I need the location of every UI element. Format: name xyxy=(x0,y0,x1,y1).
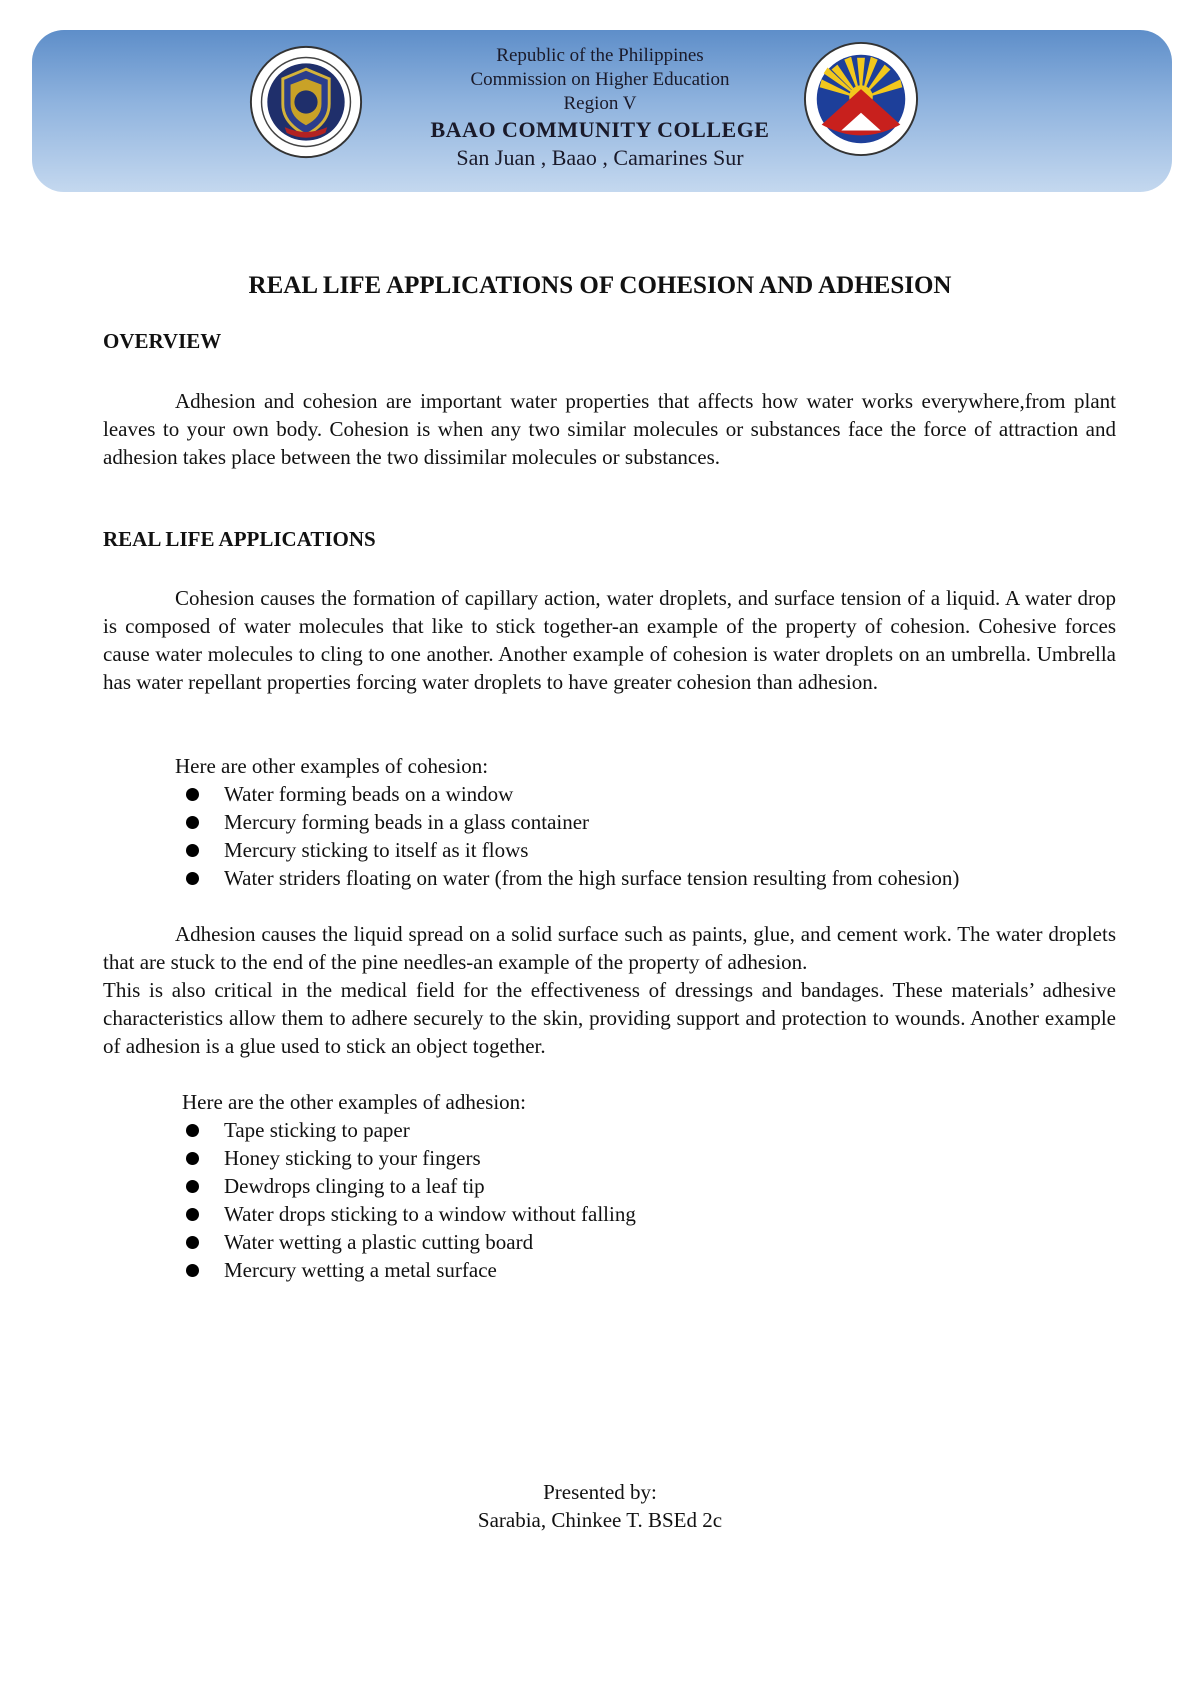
list-item: Tape sticking to paper xyxy=(176,1116,636,1144)
presented-by-block xyxy=(0,1478,1200,1534)
overview-paragraph: Adhesion and cohesion are important water properties that affects how water works everywhere,from plant leaves to your own body. Cohesion is when any two similar molecules or substances face the force of attraction and adhesion takes place between the two dissimilar molecules or substances. xyxy=(103,389,1116,469)
list-item: Dewdrops clinging to a leaf tip xyxy=(176,1172,636,1200)
adhesion-examples-intro: Here are the other examples of adhesion: xyxy=(182,1090,527,1114)
header-college-name: BAAO COMMUNITY COLLEGE xyxy=(430,117,770,142)
cohesion-paragraph: Cohesion causes the formation of capillary action, water droplets, and surface tension of a liquid. A water drop is composed of water molecules that like to stick together-an example of the property of cohesion. Cohesive forces cause water molecules to cling to one another. Another example of cohesion is water droplets on an umbrella. Umbrella has water repellant properties forcing water droplets to have greater cohesion than adhesion. xyxy=(103,586,1116,694)
list-item: Water wetting a plastic cutting board xyxy=(176,1228,636,1256)
header-institution-block xyxy=(0,44,1200,172)
list-item: Water drops sticking to a window without falling xyxy=(176,1200,636,1228)
presented-by-label: Presented by: xyxy=(543,1480,657,1504)
list-item: Mercury sticking to itself as it flows xyxy=(176,836,959,864)
header-republic: Republic of the Philippines xyxy=(496,45,704,66)
cohesion-examples-list xyxy=(176,780,959,892)
list-item: Water striders floating on water (from the high surface tension resulting from cohesion) xyxy=(176,864,959,892)
adhesion-paragraph-1: Adhesion causes the liquid spread on a solid surface such as paints, glue, and cement work. The water droplets that are stuck to the end of the pine needles-an example of the property of adhesion. xyxy=(103,922,1116,974)
applications-heading: REAL LIFE APPLICATIONS xyxy=(103,527,376,551)
overview-heading: OVERVIEW xyxy=(103,329,222,353)
header-commission: Commission on Higher Education xyxy=(470,69,730,90)
document-title: REAL LIFE APPLICATIONS OF COHESION AND ADHESION xyxy=(248,272,952,299)
list-item: Water forming beads on a window xyxy=(176,780,959,808)
header-address: San Juan , Baao , Camarines Sur xyxy=(456,145,744,170)
list-item: Honey sticking to your fingers xyxy=(176,1144,636,1172)
author-name: Sarabia, Chinkee T. BSEd 2c xyxy=(477,1508,723,1532)
cohesion-examples-intro: Here are other examples of cohesion: xyxy=(175,754,489,778)
adhesion-examples-list xyxy=(176,1116,636,1284)
header-region: Region V xyxy=(563,93,637,114)
list-item: Mercury wetting a metal surface xyxy=(176,1256,636,1284)
list-item: Mercury forming beads in a glass container xyxy=(176,808,959,836)
adhesion-paragraph-2: This is also critical in the medical field for the effectiveness of dressings and bandages. These materials’ adhesive characteristics allow them to adhere securely to the skin, providing support and protection to wounds. Another example of adhesion is a glue used to stick an object together. xyxy=(103,978,1116,1058)
